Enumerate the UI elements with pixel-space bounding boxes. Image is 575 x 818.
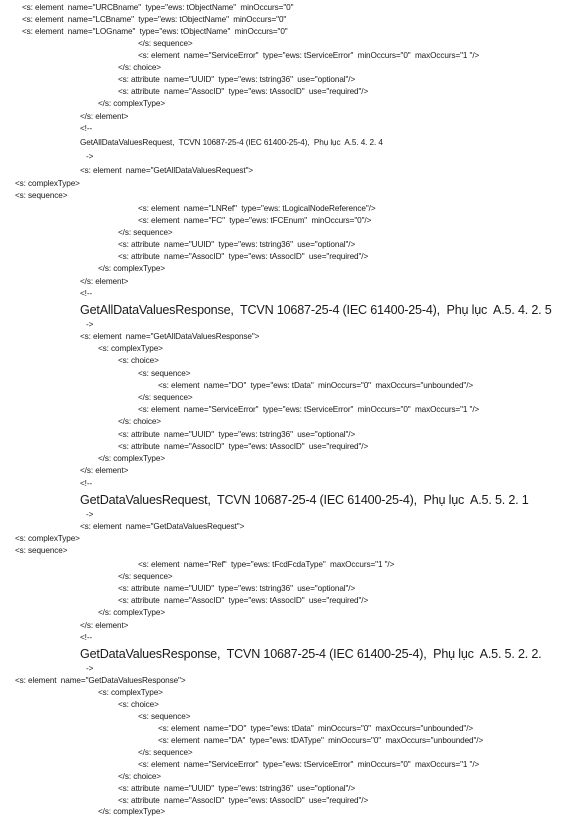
comment-open: <!-- xyxy=(80,479,93,488)
code-line: </s: sequence> xyxy=(138,748,193,757)
code-line: <s: attribute name="AssocID" type="ews: tAssocID" use="required"/> xyxy=(118,596,369,605)
code-line: </s: complexType> xyxy=(98,264,166,273)
comment-heading: GetDataValuesRequest, TCVN 10687-25-4 (IEC 61400-25-4), Phụ lục A.5. 5. 2. 1 xyxy=(80,493,529,507)
code-line: <s: sequence> xyxy=(15,546,68,555)
comment-close: -> xyxy=(86,152,94,161)
code-line: </s: sequence> xyxy=(118,228,173,237)
code-line: </s: choice> xyxy=(118,63,161,72)
code-line: <s: complexType> xyxy=(98,688,163,697)
code-line: <s: complexType> xyxy=(15,179,80,188)
code-line: <s: attribute name="UUID" type="ews: tstring36" use="optional"/> xyxy=(118,240,356,249)
code-line: <s: choice> xyxy=(118,356,159,365)
code-line: </s: sequence> xyxy=(138,393,193,402)
comment-open: <!-- xyxy=(80,124,93,133)
code-line: </s: element> xyxy=(80,277,129,286)
code-line: <s: complexType> xyxy=(15,534,80,543)
code-line: </s: choice> xyxy=(118,417,161,426)
code-line: </s: element> xyxy=(80,621,129,630)
code-line: <s: attribute name="UUID" type="ews: tstring36" use="optional"/> xyxy=(118,430,356,439)
code-line: </s: sequence> xyxy=(118,572,173,581)
code-line: <s: attribute name="UUID" type="ews: tstring36" use="optional"/> xyxy=(118,584,356,593)
code-line: <s: choice> xyxy=(118,700,159,709)
code-line: <s: element name="DO" type="ews: tData" minOccurs="0" maxOccurs="unbounded"/> xyxy=(158,381,474,390)
code-line: <s: attribute name="UUID" type="ews: tstring36" use="optional"/> xyxy=(118,75,356,84)
code-line: <s: element name="LOGname" type="ews: tObjectName" minOccurs="0" xyxy=(22,27,288,36)
code-line: <s: element name="FC" type="ews: tFCEnum" minOccurs="0"/> xyxy=(138,216,372,225)
code-line: <s: attribute name="AssocID" type="ews: tAssocID" use="required"/> xyxy=(118,252,369,261)
comment-close: -> xyxy=(86,664,94,673)
code-line: <s: element name="GetAllDataValuesRequest"> xyxy=(80,166,254,175)
comment-heading: GetAllDataValuesRequest, TCVN 10687-25-4 (IEC 61400-25-4), Phụ lục A.5. 4. 2. 4 xyxy=(80,138,383,147)
code-line: <s: element name="DA" type="ews: tDAType" minOccurs="0" maxOccurs="unbounded"/> xyxy=(158,736,484,745)
code-line: <s: element name="LCBname" type="ews: tObjectName" minOccurs="0" xyxy=(22,15,287,24)
code-line: </s: element> xyxy=(80,466,129,475)
code-line: <s: element name="ServiceError" type="ews: tServiceError" minOccurs="0" maxOccurs="1 "/> xyxy=(138,405,480,414)
code-line: </s: element> xyxy=(80,112,129,121)
code-line: <s: element name="ServiceError" type="ews: tServiceError" minOccurs="0" maxOccurs="1 "/> xyxy=(138,51,480,60)
comment-open: <!-- xyxy=(80,633,93,642)
code-line: <s: element name="Ref" type="ews: tFcdFcdaType" maxOccurs="1 "/> xyxy=(138,560,395,569)
code-line: <s: element name="ServiceError" type="ews: tServiceError" minOccurs="0" maxOccurs="1 "/> xyxy=(138,760,480,769)
comment-close: -> xyxy=(86,510,94,519)
comment-close: -> xyxy=(86,320,94,329)
code-line: <s: complexType> xyxy=(98,344,163,353)
comment-heading: GetDataValuesResponse, TCVN 10687-25-4 (IEC 61400-25-4), Phụ lục A.5. 5. 2. 2. xyxy=(80,647,542,661)
code-line: </s: complexType> xyxy=(98,454,166,463)
code-line: <s: sequence> xyxy=(138,712,191,721)
code-line: <s: attribute name="AssocID" type="ews: tAssocID" use="required"/> xyxy=(118,87,369,96)
code-line: </s: complexType> xyxy=(98,807,166,816)
code-line: <s: element name="URCBname" type="ews: tObjectName" minOccurs="0" xyxy=(22,3,294,12)
code-line: <s: attribute name="UUID" type="ews: tstring36" use="optional"/> xyxy=(118,784,356,793)
code-line: <s: sequence> xyxy=(15,191,68,200)
code-line: <s: element name="DO" type="ews: tData" minOccurs="0" maxOccurs="unbounded"/> xyxy=(158,724,474,733)
comment-heading: GetAllDataValuesResponse, TCVN 10687-25-4 (IEC 61400-25-4), Phụ lục A.5. 4. 2. 5 xyxy=(80,303,552,317)
comment-open: <!-- xyxy=(80,289,93,298)
code-line: <s: element name="GetAllDataValuesResponse"> xyxy=(80,332,260,341)
code-line: <s: attribute name="AssocID" type="ews: tAssocID" use="required"/> xyxy=(118,796,369,805)
code-line: <s: element name="LNRef" type="ews: tLogicalNodeReference"/> xyxy=(138,204,376,213)
code-line: </s: complexType> xyxy=(98,608,166,617)
code-line: </s: sequence> xyxy=(138,39,193,48)
code-line: <s: element name="GetDataValuesResponse"> xyxy=(15,676,186,685)
code-line: </s: complexType> xyxy=(98,99,166,108)
code-line: </s: choice> xyxy=(118,772,161,781)
code-line: <s: attribute name="AssocID" type="ews: tAssocID" use="required"/> xyxy=(118,442,369,451)
code-line: <s: sequence> xyxy=(138,369,191,378)
code-line: <s: element name="GetDataValuesRequest"> xyxy=(80,522,245,531)
